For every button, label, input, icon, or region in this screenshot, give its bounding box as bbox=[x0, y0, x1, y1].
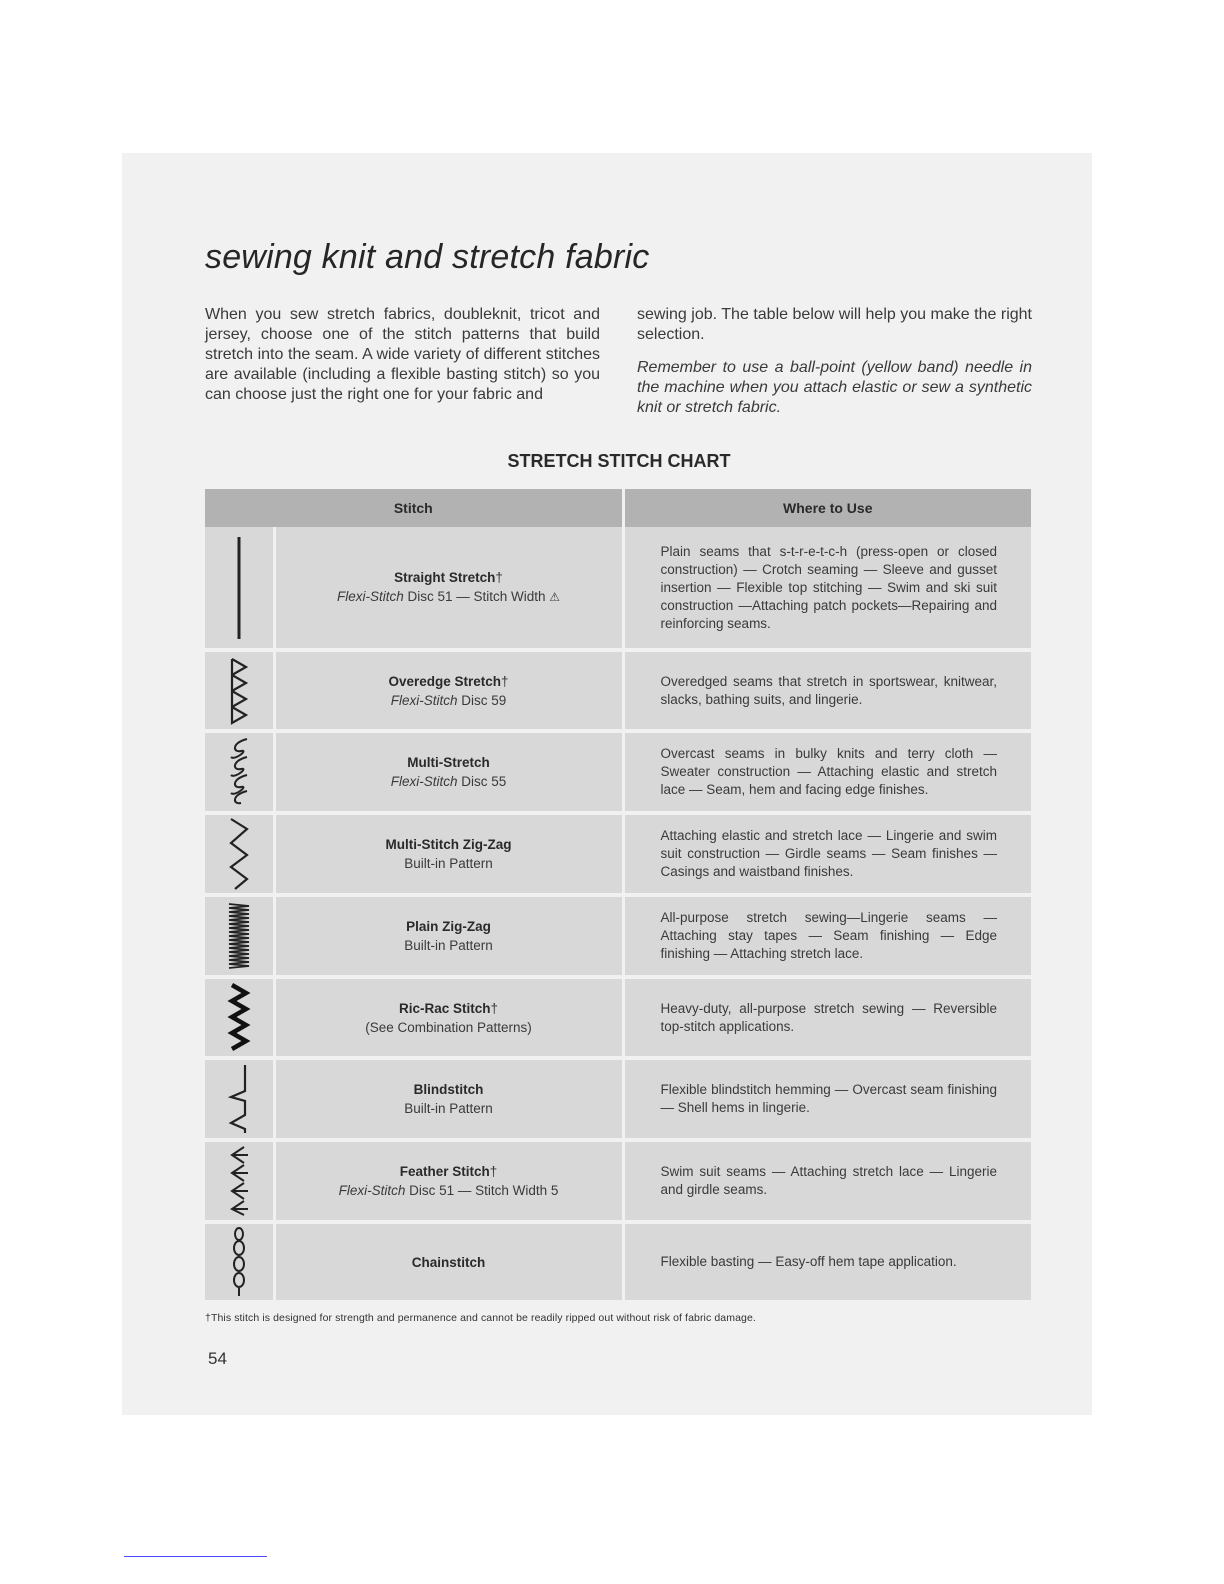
table-row bbox=[205, 650, 1031, 731]
footnote: †This stitch is designed for strength and permanence and cannot be readily ripped out without risk of fabric damage. bbox=[205, 1312, 756, 1324]
stitch-source: Disc 59 bbox=[457, 692, 507, 708]
warning-icon: ⚠ bbox=[549, 590, 561, 604]
stitch-source: Disc 55 bbox=[457, 774, 507, 789]
where-to-use-cell: Attaching elastic and stretch lace — Lingerie and swim suit construction — Girdle seams — Seam finishes — Casings and waistband finishes. bbox=[623, 813, 1031, 895]
stitch-name-cell bbox=[274, 731, 623, 813]
table-row bbox=[205, 731, 1031, 813]
where-column-header: Where to Use bbox=[623, 489, 1031, 527]
stitch-source-italic: Flexi-Stitch bbox=[390, 774, 458, 789]
table-row bbox=[205, 1058, 1031, 1140]
stitch-name-cell bbox=[274, 813, 623, 895]
stitch-name-cell bbox=[274, 1058, 623, 1140]
stitch-name-cell bbox=[274, 1222, 623, 1302]
straight-stretch-icon bbox=[205, 527, 274, 650]
chainstitch-icon bbox=[205, 1222, 274, 1302]
stitch-name: Multi-Stretch bbox=[407, 755, 490, 770]
stitch-source-italic: Flexi-Stitch bbox=[390, 692, 458, 708]
overedge-stretch-icon bbox=[205, 650, 274, 731]
intro-left-column bbox=[205, 305, 600, 418]
multi-stitch-zigzag-icon bbox=[205, 813, 274, 895]
multi-stretch-icon bbox=[205, 731, 274, 813]
stitch-name-cell bbox=[274, 977, 623, 1058]
stitch-name-cell bbox=[274, 527, 623, 650]
page-number: 54 bbox=[208, 1349, 227, 1368]
stitch-name-cell bbox=[274, 1140, 623, 1222]
dagger-mark: † bbox=[495, 570, 503, 585]
table-row bbox=[205, 977, 1031, 1058]
bottom-rule bbox=[124, 1556, 267, 1557]
stitch-name: Chainstitch bbox=[411, 1254, 486, 1270]
table-row bbox=[205, 813, 1031, 895]
plain-zigzag-icon bbox=[205, 895, 274, 977]
stitch-name: Ric-Rac Stitch bbox=[398, 1000, 491, 1016]
stitch-source: Disc 51 — Stitch Width 5 bbox=[405, 1183, 559, 1198]
dagger-mark: † bbox=[490, 1000, 499, 1016]
page-title: sewing knit and stretch fabric bbox=[205, 238, 650, 276]
table-row bbox=[205, 1222, 1031, 1302]
stitch-source: Built-in Pattern bbox=[404, 938, 493, 953]
intro-paragraph: When you sew stretch fabrics, doubleknit, tricot and jersey, choose one of the stitch patterns that build stretch into the seam. A wide variety of different stitches are available (including a flexible basting stitch) so you can choose just the right one for your fabric and bbox=[205, 306, 600, 403]
where-to-use-cell: Heavy-duty, all-purpose stretch sewing — Reversible top-stitch applications. bbox=[623, 977, 1031, 1058]
chart-title: STRETCH STITCH CHART bbox=[507, 451, 731, 471]
where-to-use-cell: All-purpose stretch sewing—Lingerie seams — Attaching stay tapes — Seam finishing — Edge finishing — Attaching stretch lace. bbox=[623, 895, 1031, 977]
stitch-source-italic: Flexi-Stitch bbox=[338, 1183, 406, 1198]
blindstitch-icon bbox=[205, 1058, 274, 1140]
stitch-column-header: Stitch bbox=[205, 489, 623, 527]
stretch-stitch-chart bbox=[205, 489, 1031, 1304]
needle-note: Remember to use a ball-point (yellow band) needle in the machine when you attach elastic or sew a synthetic knit or stretch fabric. bbox=[637, 359, 1032, 416]
stitch-name-cell bbox=[274, 895, 623, 977]
stitch-source: (See Combination Patterns) bbox=[365, 1019, 532, 1035]
where-to-use-cell: Overedged seams that stretch in sportswear, knitwear, slacks, bathing suits, and lingerie. bbox=[623, 650, 1031, 731]
stitch-name: Multi-Stitch Zig-Zag bbox=[385, 837, 512, 852]
stitch-name: Blindstitch bbox=[413, 1082, 484, 1097]
intro-right-column bbox=[637, 305, 1032, 431]
stitch-name: Overedge Stretch bbox=[388, 673, 502, 689]
stitch-name-cell bbox=[274, 650, 623, 731]
intro-continuation: sewing job. The table below will help you make the right selection. bbox=[637, 306, 1032, 343]
where-to-use-cell: Overcast seams in bulky knits and terry cloth — Sweater construction — Attaching elastic and stretch lace — Seam, hem and facing edge finishes. bbox=[623, 731, 1031, 813]
stitch-source: Built-in Pattern bbox=[404, 856, 493, 871]
stitch-name: Plain Zig-Zag bbox=[406, 919, 491, 934]
where-to-use-cell: Plain seams that s-t-r-e-t-c-h (press-open or closed construction) — Crotch seaming — Sleeve and gusset insertion — Flexible top stitching — Swim and ski suit construction —Attaching patch pockets—Repairing and reinforcing seams. bbox=[623, 527, 1031, 650]
where-to-use-cell: Flexible blindstitch hemming — Overcast seam finishing — Shell hems in lingerie. bbox=[623, 1058, 1031, 1140]
table-row bbox=[205, 1140, 1031, 1222]
dagger-mark: † bbox=[501, 673, 509, 689]
table-row bbox=[205, 895, 1031, 977]
where-to-use-cell: Flexible basting — Easy-off hem tape application. bbox=[623, 1222, 1031, 1302]
stitch-source-italic: Flexi-Stitch bbox=[336, 589, 404, 604]
table-row bbox=[205, 527, 1031, 650]
stitch-source: Built-in Pattern bbox=[404, 1101, 493, 1116]
feather-stitch-icon bbox=[205, 1140, 274, 1222]
dagger-mark: † bbox=[489, 1164, 498, 1179]
chart-header-row bbox=[205, 489, 1031, 527]
where-to-use-cell: Swim suit seams — Attaching stretch lace — Lingerie and girdle seams. bbox=[623, 1140, 1031, 1222]
stitch-source: Disc 51 — Stitch Width bbox=[403, 589, 550, 604]
ric-rac-stitch-icon bbox=[205, 977, 274, 1058]
stitch-name: Straight Stretch bbox=[394, 570, 496, 585]
stitch-name: Feather Stitch bbox=[399, 1164, 490, 1179]
